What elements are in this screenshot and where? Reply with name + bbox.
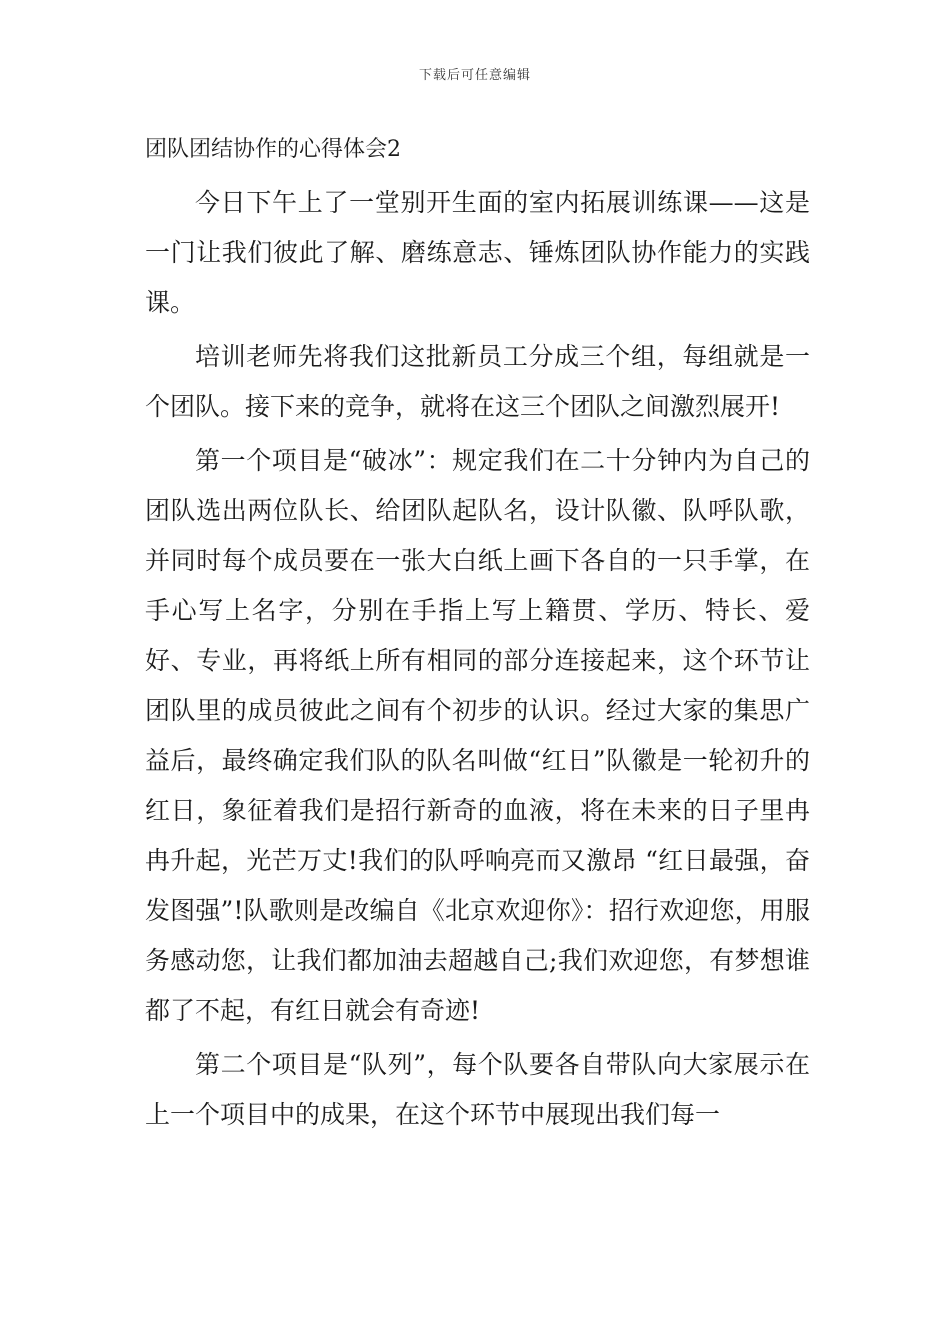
paragraph: 第二个项目是“队列”，每个队要各自带队向大家展示在上一个项目中的成果，在这个环节中展现出我们每一 <box>145 1050 810 1129</box>
document-title: 团队团结协作的心得体会2 <box>145 137 401 162</box>
header-note: 下载后可任意编辑 <box>418 68 531 83</box>
document-body <box>145 178 810 1144</box>
paragraph: 第一个项目是“破冰”：规定我们在二十分钟内为自己的团队选出两位队长、给团队起队名，设计队徽、队呼队歌，并同时每个成员要在一张大白纸上画下各自的一只手掌，在手心写上名字，分别在手指上写上籍贯、学历、特长、爱好、专业，再将纸上所有相同的部分连接起来，这个环节让团队里的成员彼此之间有个初步的认识。经过大家的集思广益后，最终确定我们队的队名叫做“红日”队徽是一轮初升的红日，象征着我们是招行新奇的血液，将在未来的日子里冉冉升起，光芒万丈!我们的队呼响亮而又激昂 “红日最强，奋发图强”!队歌则是改编自《北京欢迎你》：招行欢迎您，用服务感动您，让我们都加油去超越自己;我们欢迎您，有梦想谁都了不起，有红日就会有奇迹! <box>145 446 810 1025</box>
paragraph: 今日下午上了一堂别开生面的室内拓展训练课——这是一门让我们彼此了解、磨练意志、锤炼团队协作能力的实践课。 <box>145 188 810 317</box>
paragraph: 培训老师先将我们这批新员工分成三个组，每组就是一个团队。接下来的竞争，就将在这三个团队之间激烈展开! <box>145 342 810 421</box>
